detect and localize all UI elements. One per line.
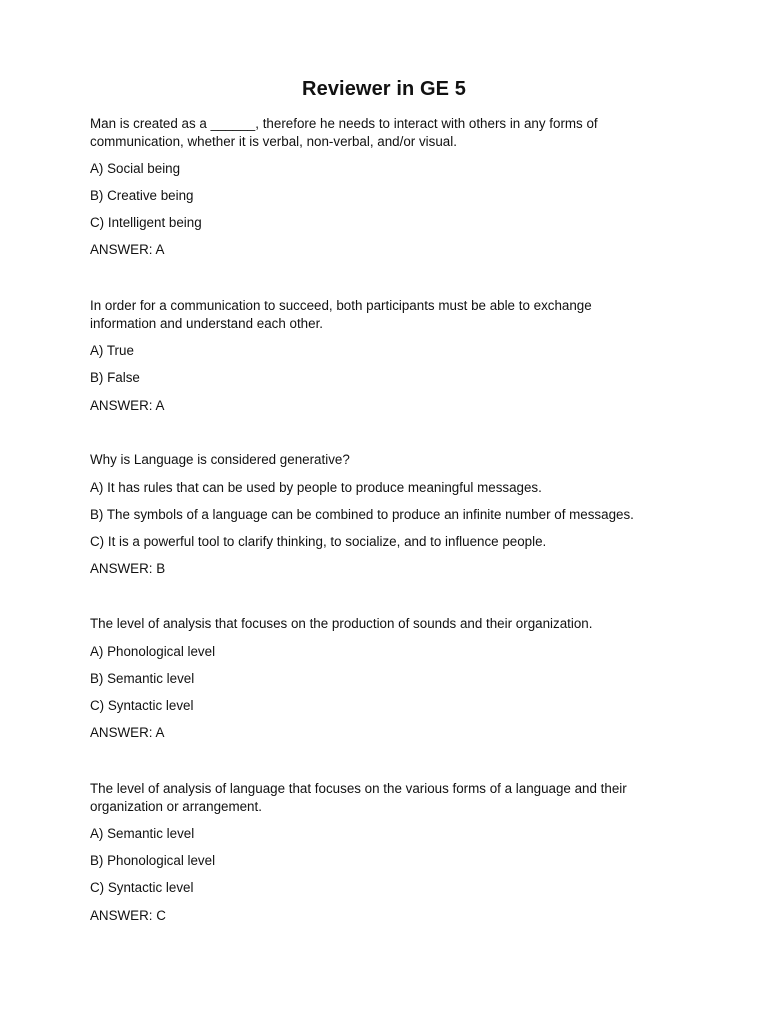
question-1-answer: ANSWER: A (90, 242, 165, 257)
question-4-answer: ANSWER: A (90, 725, 165, 740)
question-3-option-a: A) It has rules that can be used by people to produce meaningful messages. (90, 480, 542, 495)
question-5-answer: ANSWER: C (90, 908, 166, 923)
question-4-option-b: B) Semantic level (90, 671, 195, 686)
question-4-stem: The level of analysis that focuses on the production of sounds and their organization. (90, 616, 593, 631)
question-2-answer: ANSWER: A (90, 398, 165, 413)
question-5-stem: The level of analysis of language that focuses on the various forms of a language and their organization or arrangement. (90, 781, 627, 814)
question-3-answer: ANSWER: B (90, 561, 166, 576)
question-1-stem: Man is created as a ______, therefore he needs to interact with others in any forms of communication, whether it is verbal, non-verbal, and/or visual. (90, 116, 598, 149)
question-3-option-c: C) It is a powerful tool to clarify thinking, to socialize, and to influence people. (90, 534, 547, 549)
question-4-option-a: A) Phonological level (90, 644, 216, 659)
question-3-option-b: B) The symbols of a language can be combined to produce an infinite number of messages. (90, 507, 634, 522)
question-5-option-b: B) Phonological level (90, 853, 216, 868)
question-1-option-b: B) Creative being (90, 188, 194, 203)
question-2-option-a: A) True (90, 343, 134, 358)
question-3-stem: Why is Language is considered generative? (90, 452, 350, 467)
question-1-option-a: A) Social being (90, 161, 181, 176)
question-4-option-c: C) Syntactic level (90, 698, 194, 713)
question-2-option-b: B) False (90, 370, 140, 385)
question-5-option-a: A) Semantic level (90, 826, 195, 841)
question-1-option-c: C) Intelligent being (90, 215, 202, 230)
question-5-option-c: C) Syntactic level (90, 880, 194, 895)
page-title: Reviewer in GE 5 (302, 78, 466, 100)
question-2-stem: In order for a communication to succeed, both participants must be able to exchange information and understand each other. (90, 298, 592, 331)
